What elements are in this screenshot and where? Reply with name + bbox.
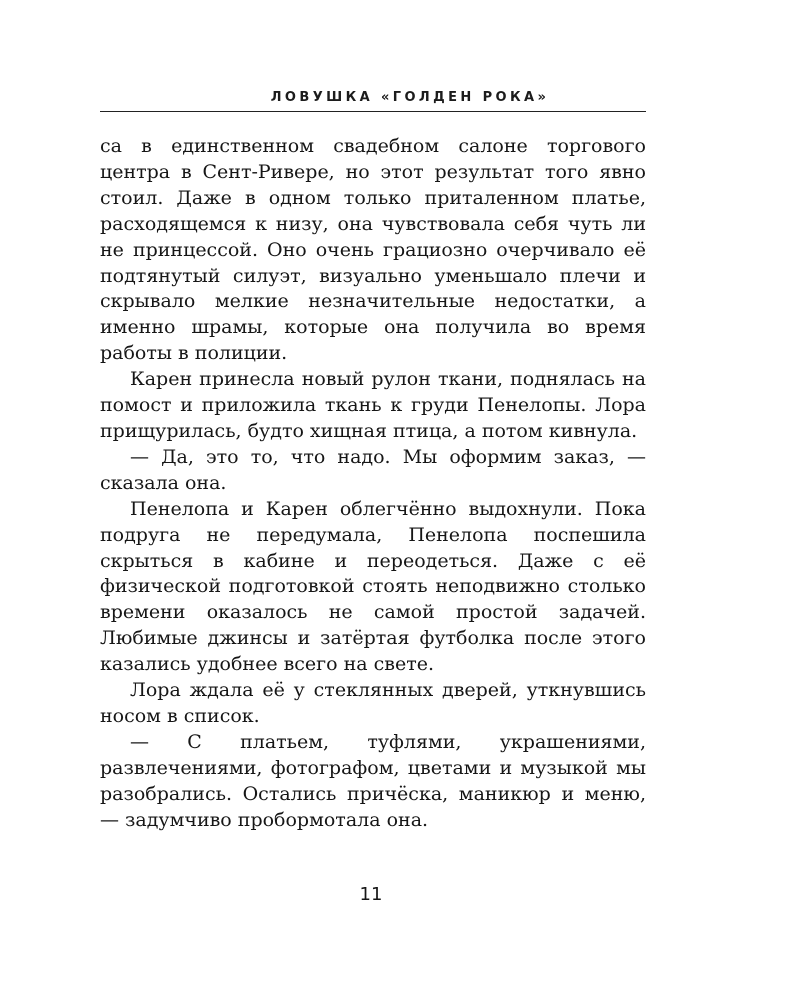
page-number: 11 — [359, 884, 383, 905]
dialogue-line: — С платьем, туфлями, украшениями, развлечениями, фотографом, цветами и музыкой мы разобрались. Остались причёска, маникюр и меню, — задумчиво пробормотала она. — [100, 730, 646, 831]
paragraph: Пенелопа и Карен облегчённо выдохнули. Пока подруга не передумала, Пенелопа поспешила скрыться в кабине и переодеться. Даже с её физической подготовкой стоять неподвижно столько времени оказалось не самой простой задачей. Любимые джинсы и затёртая футболка после этого казались удобнее всего на свете. — [100, 497, 646, 676]
paragraph: Карен принесла новый рулон ткани, поднялась на помост и приложила ткань к груди Пенелопы. Лора прищурилась, будто хищная птица, а потом кивнула. — [100, 368, 646, 442]
body-text — [100, 134, 646, 833]
dialogue-line: — Да, это то, что надо. Мы оформим заказ, — сказала она. — [100, 445, 646, 494]
running-head: ЛОВУШКА «ГОЛДЕН РОКА» — [270, 90, 550, 105]
paragraph: Лора ждала её у стеклянных дверей, уткнувшись носом в список. — [100, 679, 646, 727]
header-rule — [100, 111, 646, 112]
paragraph: са в единственном свадебном салоне торгового центра в Сент-Ривере, но этот результат того явно стоил. Даже в одном только приталенном платье, расходящемся к низу, она чувствовала себя чуть ли не принцессой. Оно очень грациозно очерчивало её подтянутый силуэт, визуально уменьшало плечи и скрывало мелкие незначительные недостатки, а именно шрамы, которые она получила во время работы в полиции. — [100, 135, 646, 365]
